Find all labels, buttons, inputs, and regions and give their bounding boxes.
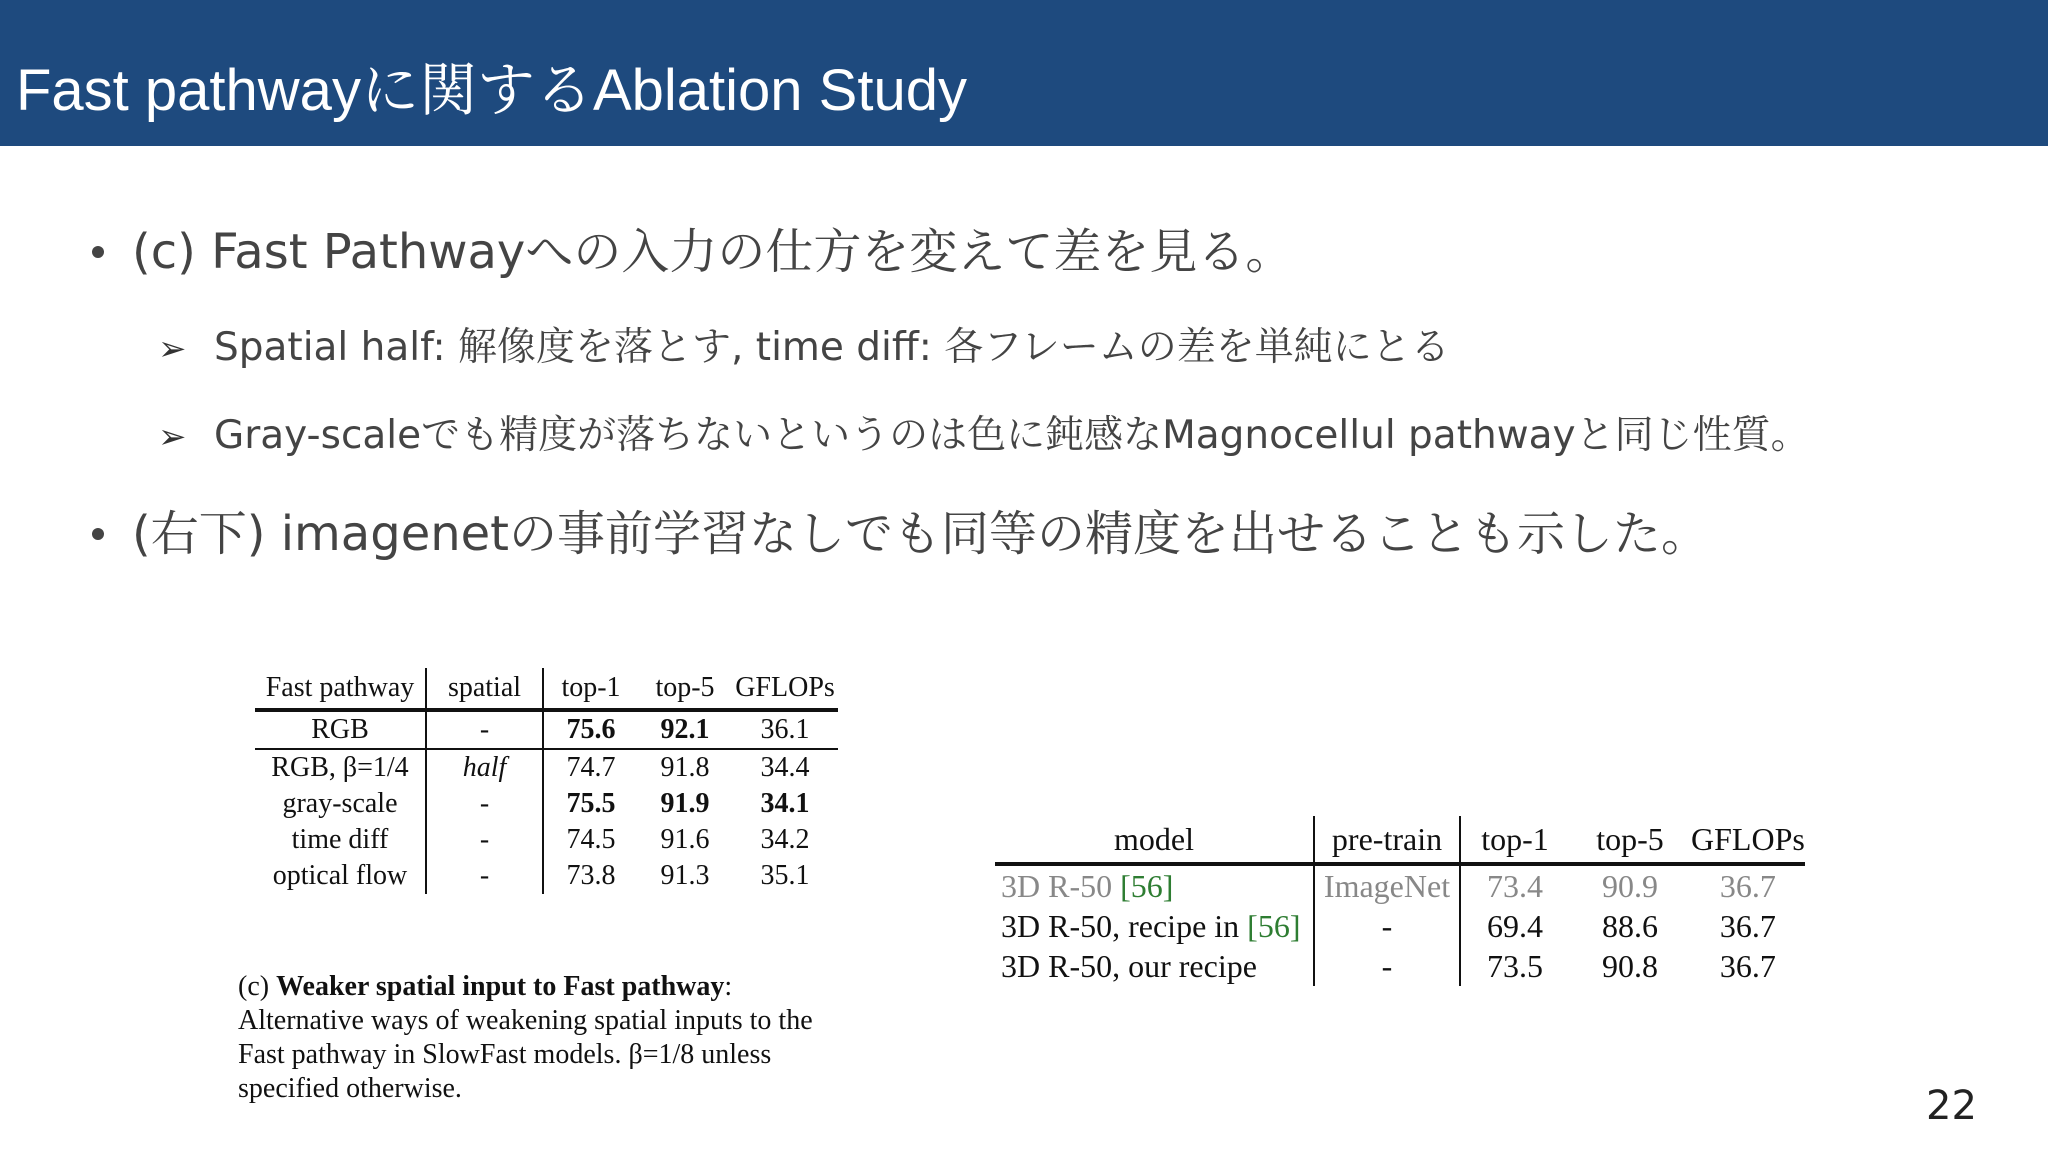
cell: - (426, 858, 543, 894)
bullet-dot (92, 528, 104, 540)
col-header: GFLOPs (732, 668, 838, 710)
cell: time diff (255, 822, 426, 858)
cell: 88.6 (1602, 907, 1658, 944)
table-row (995, 864, 1805, 906)
cell: 73.8 (566, 860, 616, 891)
col-header: model (995, 816, 1314, 864)
col-header: spatial (426, 668, 543, 710)
citation-link[interactable]: [56] (1120, 867, 1174, 904)
col-header: top-1 (543, 668, 638, 710)
col-header: pre-train (1314, 816, 1460, 864)
cell: 34.2 (760, 824, 810, 855)
cell (995, 906, 1314, 946)
model-name: 3D R-50, our recipe (1001, 947, 1257, 984)
col-header: top-5 (638, 668, 732, 710)
cell: 91.6 (660, 824, 710, 855)
fast-pathway-table (255, 668, 838, 894)
cell: 36.7 (1719, 947, 1776, 984)
caption-bold: Weaker spatial input to Fast pathway (276, 971, 725, 1002)
page-number: 22 (1926, 1083, 1977, 1129)
slide-title: Fast pathwayに関するAblation Study (16, 58, 967, 123)
pretrain-table (995, 816, 1805, 986)
table-row (255, 822, 838, 858)
cell: 69.4 (1487, 907, 1543, 944)
table-caption (238, 970, 838, 1106)
cell: 73.4 (1487, 867, 1543, 904)
col-header: top-5 (1569, 816, 1691, 864)
sub-bullet-2: Gray-scaleでも精度が落ちないというのは色に鈍感なMagnocellul pathwayと同じ性質。 (214, 413, 1810, 458)
cell: - (426, 710, 543, 749)
citation-link[interactable]: [56] (1247, 907, 1301, 944)
model-name: 3D R-50 (1001, 867, 1121, 904)
col-header: Fast pathway (255, 668, 426, 710)
caption-label: (c) (238, 971, 277, 1002)
cell: RGB, β=1/4 (255, 749, 426, 786)
cell: 92.1 (638, 710, 732, 749)
col-header: GFLOPs (1691, 816, 1805, 864)
cell: - (1314, 946, 1460, 986)
cell: optical flow (255, 858, 426, 894)
cell: 91.8 (660, 752, 710, 783)
table-row (255, 858, 838, 894)
cell: 75.5 (566, 788, 616, 819)
title-bar (0, 0, 2048, 146)
arrow-bullet-icon: ➢ (158, 417, 187, 457)
sub-bullet-1: Spatial half: 解像度を落とす, time diff: 各フレームの差を単純にとる (214, 325, 1450, 370)
cell (995, 946, 1314, 986)
cell: 74.7 (566, 752, 616, 783)
cell: 91.9 (660, 788, 710, 819)
table-row (255, 786, 838, 822)
cell: 90.9 (1602, 867, 1658, 904)
cell (995, 864, 1314, 906)
cell: 73.5 (1487, 947, 1543, 984)
table-row (995, 906, 1805, 946)
bullet-dot (92, 246, 104, 258)
cell: - (1314, 906, 1460, 946)
cell: 91.3 (660, 860, 710, 891)
cell: 90.8 (1602, 947, 1658, 984)
model-name: 3D R-50, recipe in (1001, 907, 1248, 944)
cell: 36.1 (732, 710, 838, 749)
cell: 36.7 (1719, 907, 1776, 944)
table-row (255, 710, 838, 749)
cell: RGB (255, 710, 426, 749)
bullet-1: (c) Fast Pathwayへの入力の仕方を変えて差を見る。 (132, 224, 1294, 280)
cell: - (426, 786, 543, 822)
caption-text: : Alternative ways of weakening spatial inputs to the Fast pathway in SlowFast models. β=1/8 unless specified otherwise. (238, 971, 813, 1104)
cell: 75.6 (543, 710, 638, 749)
bullet-2: (右下) imagenetの事前学習なしでも同等の精度を出せることも示した。 (132, 506, 1709, 562)
cell: 36.7 (1719, 867, 1776, 904)
cell: ImageNet (1314, 864, 1460, 906)
arrow-bullet-icon: ➢ (158, 329, 187, 369)
table-row (255, 749, 838, 786)
cell: 34.4 (760, 752, 810, 783)
cell: 74.5 (566, 824, 616, 855)
table-row (995, 946, 1805, 986)
col-header: top-1 (1460, 816, 1569, 864)
cell: gray-scale (255, 786, 426, 822)
cell: - (426, 822, 543, 858)
cell: 34.1 (760, 788, 810, 819)
cell: half (426, 749, 543, 786)
cell: 35.1 (760, 860, 810, 891)
